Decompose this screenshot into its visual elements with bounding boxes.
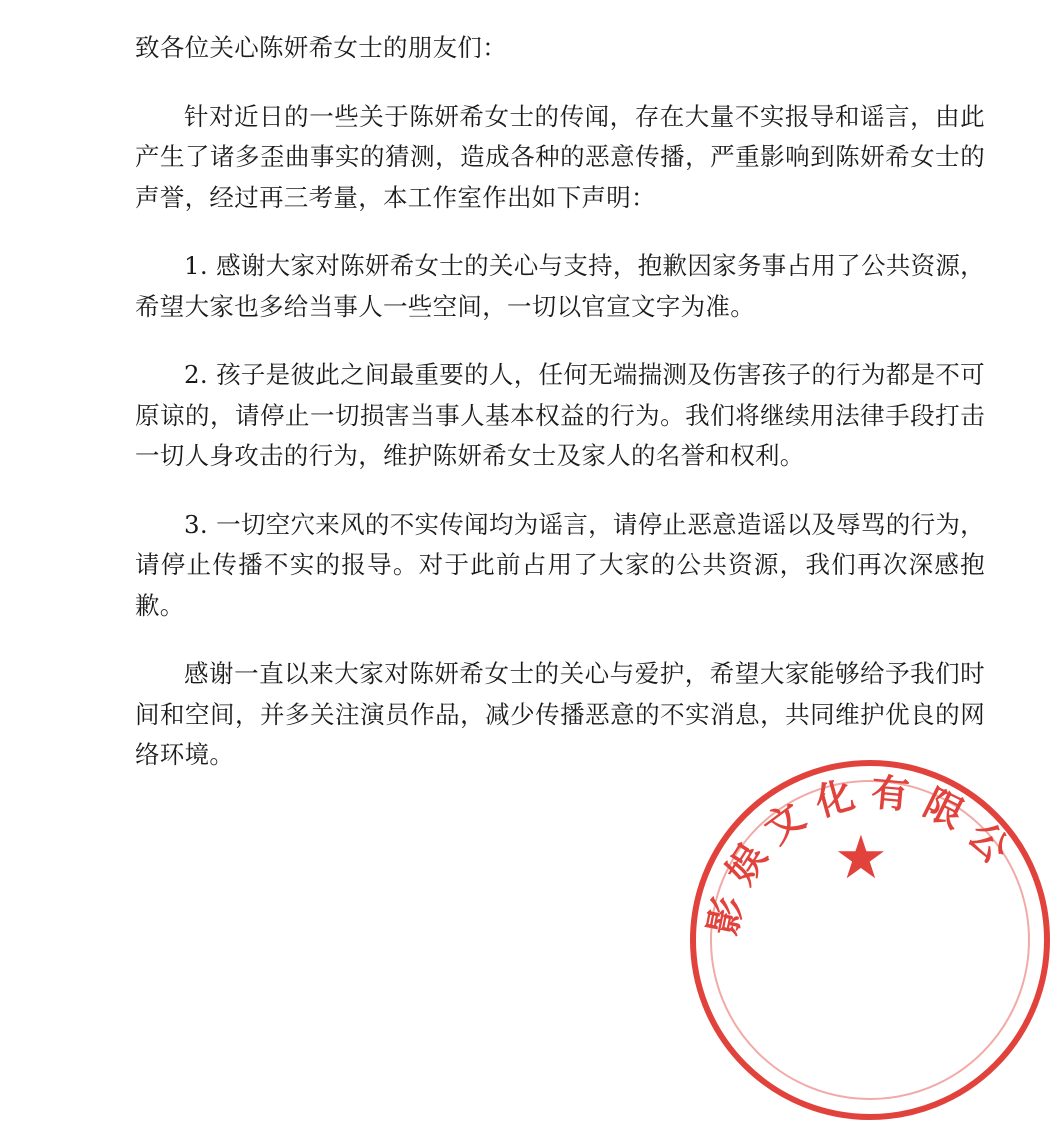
statement-point-2: 2. 孩子是彼此之间最重要的人，任何无端揣测及伤害孩子的行为都是不可原谅的，请停止一切损害当事人基本权益的行为。我们将继续用法律手段打击一切人身攻击的行为，维护陈妍希女士及家人的名誉和权利。 <box>135 360 985 470</box>
seal-star-icon: ★ <box>834 823 888 893</box>
salutation: 致各位关心陈妍希女士的朋友们： <box>135 33 507 62</box>
closing-paragraph: 感谢一直以来大家对陈妍希女士的关心与爱护，希望大家能够给予我们时间和空间，并多关注演员作品，减少传播恶意的不实消息，共同维护优良的网络环境。 <box>135 659 985 769</box>
seal-lettering <box>696 766 1056 1126</box>
statement-point-3: 3. 一切空穴来风的不实传闻均为谣言，请停止恶意造谣以及辱骂的行为，请停止传播不实的报导。对于此前占用了大家的公共资源，我们再次深感抱歉。 <box>135 509 985 620</box>
intro-paragraph: 针对近日的一些关于陈妍希女士的传闻，存在大量不实报导和谣言，由此产生了诸多歪曲事实的猜测，造成各种的恶意传播，严重影响到陈妍希女士的声誉，经过再三考量，本工作室作出如下声明： <box>135 101 985 212</box>
statement-body <box>135 28 985 804</box>
svg-text:影 娱 文 化 有 限 公: 影 娱 文 化 有 限 公 <box>699 768 1019 939</box>
statement-point-1: 1. 感谢大家对陈妍希女士的关心与支持，抱歉因家务事占用了公共资源，希望大家也多给当事人一些空间，一切以官宣文字为准。 <box>135 251 985 321</box>
company-seal-stamp <box>690 760 1050 1120</box>
